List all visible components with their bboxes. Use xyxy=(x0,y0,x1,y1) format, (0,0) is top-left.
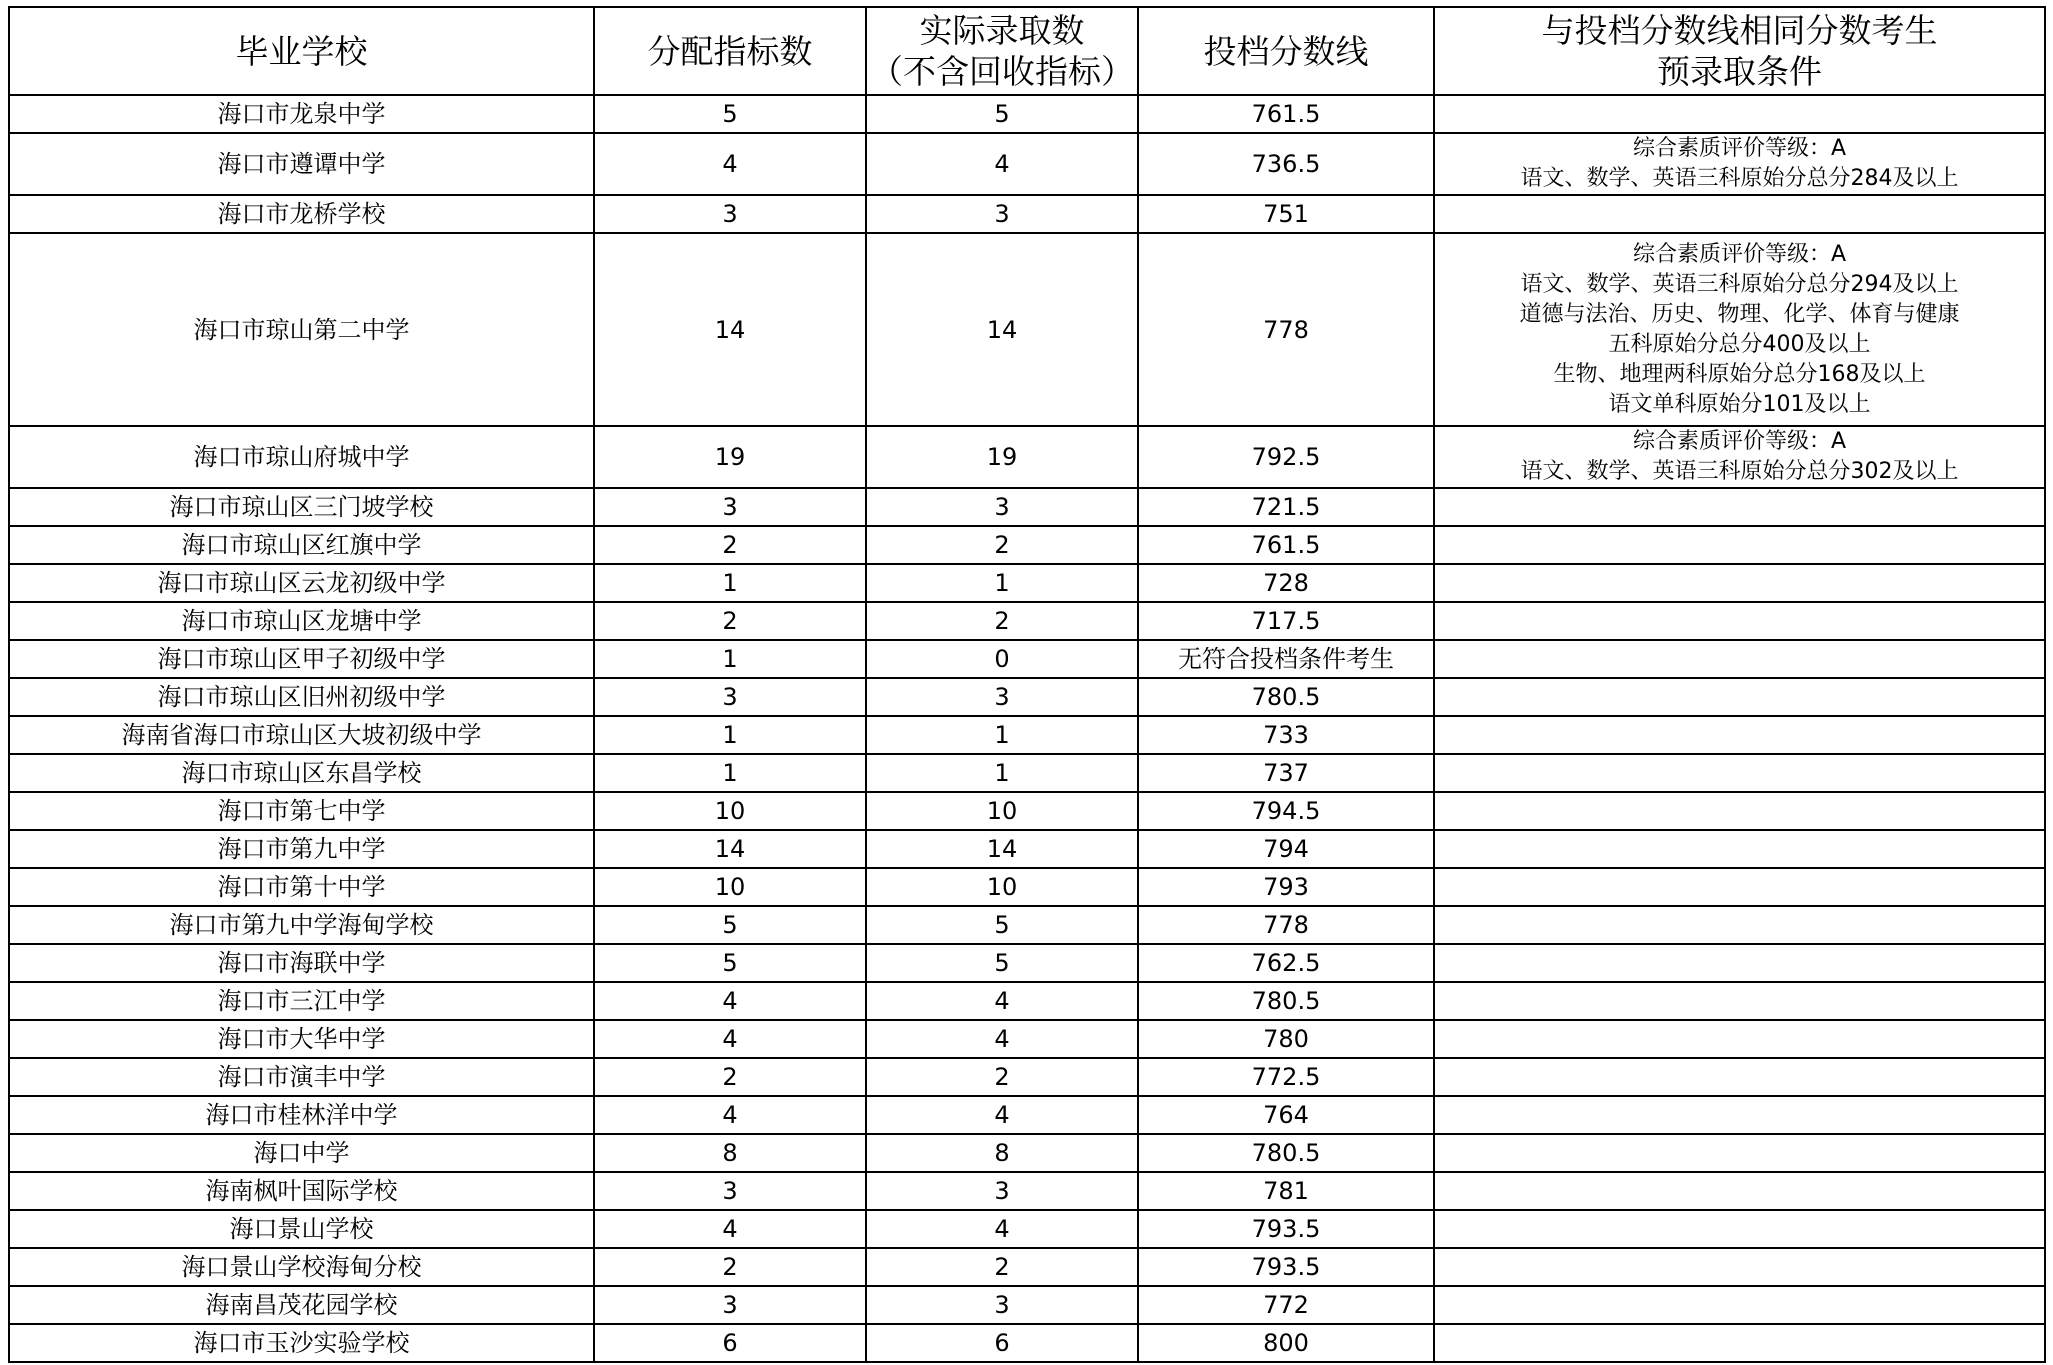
admitted-cell: 10 xyxy=(866,868,1138,906)
admitted-cell: 14 xyxy=(866,233,1138,426)
school-cell: 海口市演丰中学 xyxy=(9,1058,594,1096)
school-cell: 海口市琼山第二中学 xyxy=(9,233,594,426)
admitted-cell: 10 xyxy=(866,792,1138,830)
cutoff-cell: 736.5 xyxy=(1138,133,1434,195)
school-cell: 海口市琼山区旧州初级中学 xyxy=(9,678,594,716)
quota-cell: 5 xyxy=(594,906,866,944)
admitted-cell: 14 xyxy=(866,830,1138,868)
quota-cell: 4 xyxy=(594,133,866,195)
condition-line: 五科原始分总分400及以上 xyxy=(1608,331,1871,357)
admitted-cell: 2 xyxy=(866,1248,1138,1286)
admitted-cell: 2 xyxy=(866,526,1138,564)
table-row xyxy=(9,944,2045,982)
condition-cell xyxy=(1434,1324,2045,1362)
table-row xyxy=(9,426,2045,488)
cutoff-cell: 780.5 xyxy=(1138,1134,1434,1172)
cutoff-cell: 764 xyxy=(1138,1096,1434,1134)
condition-cell xyxy=(1434,868,2045,906)
admitted-cell: 5 xyxy=(866,906,1138,944)
admitted-cell: 3 xyxy=(866,195,1138,233)
quota-cell: 10 xyxy=(594,792,866,830)
cutoff-cell: 780.5 xyxy=(1138,678,1434,716)
condition-cell xyxy=(1434,640,2045,678)
cutoff-cell: 751 xyxy=(1138,195,1434,233)
table-row xyxy=(9,1248,2045,1286)
condition-line: 综合素质评价等级：A xyxy=(1632,429,1847,454)
condition-cell xyxy=(1434,95,2045,133)
quota-cell: 3 xyxy=(594,1286,866,1324)
condition-line: 语文、数学、英语三科原始分总分302及以上 xyxy=(1520,459,1959,484)
admitted-cell: 4 xyxy=(866,133,1138,195)
cutoff-cell: 793 xyxy=(1138,868,1434,906)
school-cell: 海口市桂林洋中学 xyxy=(9,1096,594,1134)
table-body xyxy=(9,95,2045,1362)
school-cell: 海口景山学校海甸分校 xyxy=(9,1248,594,1286)
cutoff-cell: 772 xyxy=(1138,1286,1434,1324)
cutoff-cell: 762.5 xyxy=(1138,944,1434,982)
cutoff-cell: 761.5 xyxy=(1138,526,1434,564)
school-cell: 海口市琼山区红旗中学 xyxy=(9,526,594,564)
cutoff-cell: 772.5 xyxy=(1138,1058,1434,1096)
table-row xyxy=(9,1210,2045,1248)
school-cell: 海南枫叶国际学校 xyxy=(9,1172,594,1210)
cutoff-cell: 800 xyxy=(1138,1324,1434,1362)
table-row xyxy=(9,792,2045,830)
quota-cell: 1 xyxy=(594,564,866,602)
header-school: 毕业学校 xyxy=(9,7,594,95)
condition-cell xyxy=(1434,133,2045,195)
admitted-cell: 19 xyxy=(866,426,1138,488)
table-row xyxy=(9,602,2045,640)
table-row xyxy=(9,95,2045,133)
school-cell: 海口景山学校 xyxy=(9,1210,594,1248)
school-cell: 海口市海联中学 xyxy=(9,944,594,982)
condition-cell xyxy=(1434,982,2045,1020)
table-row xyxy=(9,1172,2045,1210)
table-row xyxy=(9,716,2045,754)
condition-cell xyxy=(1434,233,2045,426)
cutoff-cell: 780.5 xyxy=(1138,982,1434,1020)
quota-cell: 8 xyxy=(594,1134,866,1172)
condition-cell xyxy=(1434,716,2045,754)
quota-cell: 2 xyxy=(594,1058,866,1096)
condition-cell xyxy=(1434,792,2045,830)
quota-cell: 5 xyxy=(594,944,866,982)
table-row xyxy=(9,754,2045,792)
condition-line: 综合素质评价等级：A xyxy=(1632,241,1847,267)
condition-cell xyxy=(1434,1134,2045,1172)
admitted-cell: 3 xyxy=(866,1172,1138,1210)
condition-cell xyxy=(1434,1058,2045,1096)
school-cell: 海口市龙桥学校 xyxy=(9,195,594,233)
condition-cell xyxy=(1434,1020,2045,1058)
cutoff-cell: 无符合投档条件考生 xyxy=(1138,640,1434,678)
quota-cell: 14 xyxy=(594,830,866,868)
condition-cell xyxy=(1434,1172,2045,1210)
cutoff-cell: 781 xyxy=(1138,1172,1434,1210)
school-cell: 海南省海口市琼山区大坡初级中学 xyxy=(9,716,594,754)
table-row xyxy=(9,868,2045,906)
condition-cell xyxy=(1434,1286,2045,1324)
cutoff-cell: 737 xyxy=(1138,754,1434,792)
admitted-cell: 1 xyxy=(866,716,1138,754)
admitted-cell: 2 xyxy=(866,602,1138,640)
admitted-cell: 6 xyxy=(866,1324,1138,1362)
cutoff-cell: 793.5 xyxy=(1138,1248,1434,1286)
condition-line: 生物、地理两科原始分总分168及以上 xyxy=(1553,361,1926,387)
table-row xyxy=(9,1020,2045,1058)
condition-cell xyxy=(1434,1248,2045,1286)
quota-cell: 10 xyxy=(594,868,866,906)
condition-cell xyxy=(1434,906,2045,944)
condition-cell xyxy=(1434,1096,2045,1134)
condition-cell xyxy=(1434,195,2045,233)
admitted-cell: 4 xyxy=(866,982,1138,1020)
school-cell: 海口市琼山区三门坡学校 xyxy=(9,488,594,526)
school-cell: 海口市遵谭中学 xyxy=(9,133,594,195)
quota-cell: 6 xyxy=(594,1324,866,1362)
condition-line: 语文单科原始分101及以上 xyxy=(1608,391,1871,417)
table-row xyxy=(9,982,2045,1020)
school-cell: 海口市琼山区云龙初级中学 xyxy=(9,564,594,602)
cutoff-cell: 793.5 xyxy=(1138,1210,1434,1248)
table-row xyxy=(9,526,2045,564)
admitted-cell: 4 xyxy=(866,1210,1138,1248)
condition-cell xyxy=(1434,1210,2045,1248)
table-row xyxy=(9,640,2045,678)
admitted-cell: 3 xyxy=(866,488,1138,526)
table-row xyxy=(9,488,2045,526)
header-admitted: 实际录取数 （不含回收指标） xyxy=(866,7,1138,95)
school-cell: 海口市琼山区甲子初级中学 xyxy=(9,640,594,678)
condition-cell xyxy=(1434,426,2045,488)
table-row xyxy=(9,678,2045,716)
admission-table xyxy=(8,6,2046,1363)
school-cell: 海口市大华中学 xyxy=(9,1020,594,1058)
table-row xyxy=(9,1324,2045,1362)
quota-cell: 1 xyxy=(594,640,866,678)
admitted-cell: 1 xyxy=(866,754,1138,792)
cutoff-cell: 778 xyxy=(1138,906,1434,944)
condition-cell xyxy=(1434,602,2045,640)
admitted-cell: 3 xyxy=(866,678,1138,716)
cutoff-cell: 780 xyxy=(1138,1020,1434,1058)
cutoff-cell: 761.5 xyxy=(1138,95,1434,133)
table-row xyxy=(9,133,2045,195)
table-row xyxy=(9,1286,2045,1324)
cutoff-cell: 717.5 xyxy=(1138,602,1434,640)
table-row xyxy=(9,830,2045,868)
admitted-cell: 1 xyxy=(866,564,1138,602)
condition-cell xyxy=(1434,564,2045,602)
school-cell: 海口市第七中学 xyxy=(9,792,594,830)
quota-cell: 2 xyxy=(594,1248,866,1286)
school-cell: 海口市第九中学 xyxy=(9,830,594,868)
school-cell: 海口市龙泉中学 xyxy=(9,95,594,133)
table-row xyxy=(9,564,2045,602)
school-cell: 海口市琼山区东昌学校 xyxy=(9,754,594,792)
condition-cell xyxy=(1434,488,2045,526)
quota-cell: 4 xyxy=(594,982,866,1020)
cutoff-cell: 721.5 xyxy=(1138,488,1434,526)
admitted-cell: 0 xyxy=(866,640,1138,678)
table-row xyxy=(9,233,2045,426)
quota-cell: 3 xyxy=(594,678,866,716)
quota-cell: 2 xyxy=(594,526,866,564)
condition-cell xyxy=(1434,678,2045,716)
school-cell: 海口市琼山府城中学 xyxy=(9,426,594,488)
table-row xyxy=(9,195,2045,233)
header-row xyxy=(9,7,2045,95)
school-cell: 海口市玉沙实验学校 xyxy=(9,1324,594,1362)
quota-cell: 4 xyxy=(594,1096,866,1134)
school-cell: 海口市三江中学 xyxy=(9,982,594,1020)
quota-cell: 4 xyxy=(594,1020,866,1058)
table-row xyxy=(9,1058,2045,1096)
admitted-cell: 3 xyxy=(866,1286,1138,1324)
cutoff-cell: 778 xyxy=(1138,233,1434,426)
quota-cell: 14 xyxy=(594,233,866,426)
school-cell: 海南昌茂花园学校 xyxy=(9,1286,594,1324)
quota-cell: 3 xyxy=(594,1172,866,1210)
admitted-cell: 8 xyxy=(866,1134,1138,1172)
quota-cell: 4 xyxy=(594,1210,866,1248)
quota-cell: 1 xyxy=(594,754,866,792)
cutoff-cell: 794.5 xyxy=(1138,792,1434,830)
condition-line: 综合素质评价等级：A xyxy=(1632,136,1847,161)
cutoff-cell: 733 xyxy=(1138,716,1434,754)
condition-cell xyxy=(1434,944,2045,982)
admitted-cell: 4 xyxy=(866,1096,1138,1134)
admitted-cell: 2 xyxy=(866,1058,1138,1096)
cutoff-cell: 794 xyxy=(1138,830,1434,868)
header-quota: 分配指标数 xyxy=(594,7,866,95)
quota-cell: 19 xyxy=(594,426,866,488)
condition-line: 语文、数学、英语三科原始分总分284及以上 xyxy=(1520,166,1959,191)
school-cell: 海口中学 xyxy=(9,1134,594,1172)
condition-line: 语文、数学、英语三科原始分总分294及以上 xyxy=(1520,271,1959,297)
quota-cell: 3 xyxy=(594,488,866,526)
quota-cell: 3 xyxy=(594,195,866,233)
condition-cell xyxy=(1434,754,2045,792)
quota-cell: 5 xyxy=(594,95,866,133)
school-cell: 海口市第九中学海甸学校 xyxy=(9,906,594,944)
quota-cell: 2 xyxy=(594,602,866,640)
header-cutoff: 投档分数线 xyxy=(1138,7,1434,95)
school-cell: 海口市第十中学 xyxy=(9,868,594,906)
admitted-cell: 5 xyxy=(866,95,1138,133)
admitted-cell: 4 xyxy=(866,1020,1138,1058)
cutoff-cell: 728 xyxy=(1138,564,1434,602)
cutoff-cell: 792.5 xyxy=(1138,426,1434,488)
school-cell: 海口市琼山区龙塘中学 xyxy=(9,602,594,640)
condition-cell xyxy=(1434,526,2045,564)
condition-line: 道德与法治、历史、物理、化学、体育与健康 xyxy=(1519,301,1960,327)
condition-cell xyxy=(1434,830,2045,868)
table-row xyxy=(9,1134,2045,1172)
header-condition: 与投档分数线相同分数考生 预录取条件 xyxy=(1434,7,2045,95)
table-row xyxy=(9,1096,2045,1134)
table-row xyxy=(9,906,2045,944)
quota-cell: 1 xyxy=(594,716,866,754)
admitted-cell: 5 xyxy=(866,944,1138,982)
